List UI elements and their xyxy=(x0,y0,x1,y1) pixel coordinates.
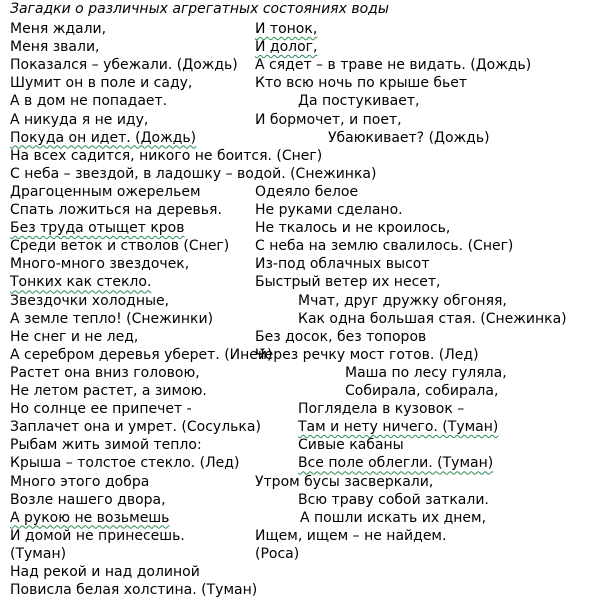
text-line xyxy=(0,418,608,436)
text-line xyxy=(0,165,608,183)
text-line xyxy=(0,328,608,346)
text-line xyxy=(0,129,608,147)
line-left-text: Повисла белая холстина. (Туман) xyxy=(10,582,258,599)
line-right-text: И долог, xyxy=(255,39,318,56)
line-left-text: Много этого добра xyxy=(10,473,150,490)
text-line xyxy=(0,400,608,418)
line-left-text: (Туман) xyxy=(10,545,67,562)
text-line xyxy=(0,364,608,382)
line-left-text: Не летом растет, а зимою. xyxy=(10,383,207,399)
line-left-text: Не снег и не лед, xyxy=(10,328,139,345)
text-line xyxy=(0,346,608,364)
text-line xyxy=(0,491,608,509)
line-right-text: Одеяло белое xyxy=(255,183,359,200)
line-right-text: Всю траву собой заткали. xyxy=(298,491,489,508)
text-line xyxy=(0,20,608,38)
text-line xyxy=(0,563,608,581)
text-line xyxy=(0,201,608,219)
line-right-text: Быстрый ветер их несет, xyxy=(255,274,441,291)
line-left-text: Звездочки холодные, xyxy=(10,292,170,309)
line-left-text: Возле нашего двора, xyxy=(10,491,166,508)
line-left-text: С неба – звездой, в ладошку – водой. (Снежинка) xyxy=(10,165,377,182)
text-line xyxy=(0,473,608,491)
line-right-text: Там и нету ничего. (Туман) xyxy=(298,419,499,436)
text-line xyxy=(0,255,608,273)
text-line xyxy=(0,92,608,110)
line-left-text: Растет она вниз головою, xyxy=(10,364,200,381)
line-right-text: Собирала, собирала, xyxy=(345,383,499,399)
line-left-text: Много-много звездочек, xyxy=(10,256,190,273)
line-left-text: Показался – убежали. (Дождь) xyxy=(10,57,238,74)
line-left-text: Шумит он в поле и саду, xyxy=(10,75,193,92)
line-right-text: Как одна большая стая. (Снежинка) xyxy=(298,310,567,327)
text-line xyxy=(0,183,608,201)
line-right-text: А сядет – в траве не видать. (Дождь) xyxy=(255,57,532,74)
line-left-text: На всех садится, никого не боится. (Снег) xyxy=(10,147,323,164)
text-line xyxy=(0,74,608,92)
line-right-text: Без досок, без топоров xyxy=(255,328,427,345)
page-title: Загадки о различных агрегатных состояниях воды xyxy=(10,1,389,17)
text-line xyxy=(0,545,608,563)
line-right-text: Все поле облегли. (Туман) xyxy=(298,455,494,472)
line-left-text: А никуда я не иду, xyxy=(10,111,149,128)
line-right-text: А пошли искать их днем, xyxy=(300,509,487,526)
text-line xyxy=(0,509,608,527)
text-line xyxy=(0,454,608,472)
text-line xyxy=(0,219,608,237)
line-left-text: Без труда отыщет кров xyxy=(10,220,185,237)
line-right-text: С неба на землю свалилось. (Снег) xyxy=(255,238,514,255)
line-right-text: Через речку мост готов. (Лед) xyxy=(255,346,479,363)
text-line xyxy=(0,147,608,165)
line-right-text: Ищем, ищем – не найдем. xyxy=(255,527,447,544)
line-right-text: Утром бусы засверкали, xyxy=(255,473,434,490)
text-line xyxy=(0,310,608,328)
line-right-text: Сивые кабаны xyxy=(298,437,404,454)
text-line xyxy=(0,382,608,400)
text-line xyxy=(0,292,608,310)
line-right-text: И бормочет, и поет, xyxy=(255,111,402,128)
line-left-text: Меня звали, xyxy=(10,39,100,56)
line-left-text: Но солнце ее припечет - xyxy=(10,401,192,418)
line-right-text: Из-под облачных высот xyxy=(255,256,430,273)
line-left-text: И домой не принесешь. xyxy=(10,527,185,544)
text-line xyxy=(0,527,608,545)
line-left-text: А в дом не попадает. xyxy=(10,93,168,110)
text-line xyxy=(0,436,608,454)
line-left-text: Крыша – толстое стекло. (Лед) xyxy=(10,455,240,472)
text-line xyxy=(0,56,608,74)
line-right-text: Поглядела в кузовок – xyxy=(298,401,465,418)
line-right-text: (Роса) xyxy=(255,545,300,562)
text-line xyxy=(0,581,608,599)
line-left-text: Тонких как стекло. xyxy=(10,274,152,291)
line-left-text: Среди веток и стволов (Снег) xyxy=(10,238,230,255)
line-left-text: А серебром деревья уберет. (Иней) xyxy=(10,346,273,363)
line-left-text: Меня ждали, xyxy=(10,21,107,37)
line-left-text: Над рекой и над долиной xyxy=(10,564,200,580)
line-left-text: Покуда он идет. (Дождь) xyxy=(10,129,197,146)
text-line xyxy=(0,38,608,56)
line-right-text: Не ткалось и не кроилось, xyxy=(255,220,451,237)
line-left-text: А земле тепло! (Снежинки) xyxy=(10,310,214,327)
line-left-text: Заплачет она и умрет. (Сосулька) xyxy=(10,419,261,436)
line-right-text: Не руками сделано. xyxy=(255,202,403,218)
line-left-text: Драгоценным ожерельем xyxy=(10,183,201,200)
line-right-text: Мчат, друг дружку обгоняя, xyxy=(298,292,507,309)
line-right-text: Маша по лесу гуляла, xyxy=(345,364,507,381)
line-right-text: И тонок, xyxy=(255,21,318,37)
line-right-text: Кто всю ночь по крыше бьет xyxy=(255,75,468,92)
text-line xyxy=(0,111,608,129)
line-right-text: Да постукивает, xyxy=(298,93,420,110)
line-left-text: А рукою не возьмешь xyxy=(10,509,170,526)
text-line xyxy=(0,273,608,291)
line-right-text: Убаюкивает? (Дождь) xyxy=(328,129,490,146)
line-left-text: Спать ложиться на деревья. xyxy=(10,202,222,218)
text-line xyxy=(0,237,608,255)
line-left-text: Рыбам жить зимой тепло: xyxy=(10,437,202,454)
